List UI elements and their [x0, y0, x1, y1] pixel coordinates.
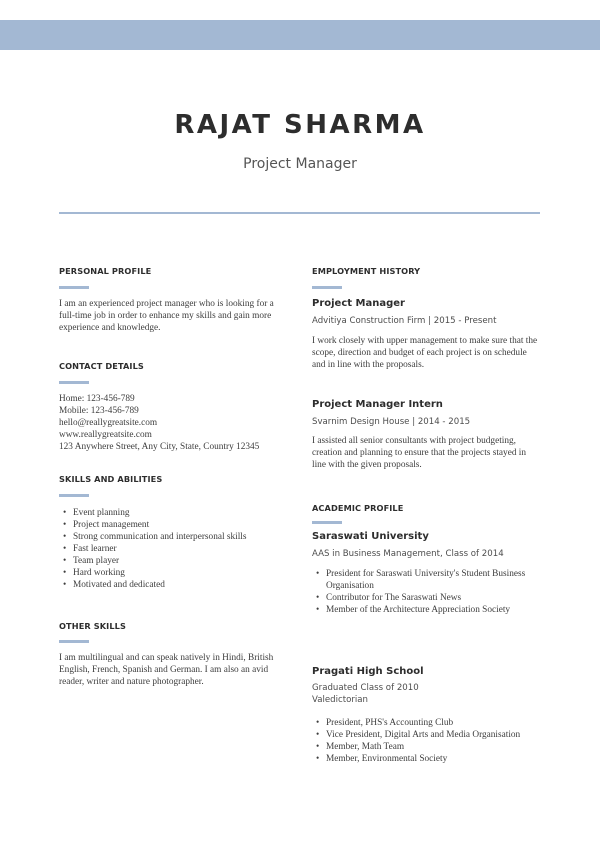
list-item: • Contributor for The Saraswati News [312, 592, 544, 604]
header-divider [59, 212, 540, 214]
contact-email: hello@reallygreatsite.com [59, 418, 158, 428]
job-company-dates: Advitiya Construction Firm | 2015 - Present [312, 316, 497, 326]
list-item: • Event planning [59, 507, 284, 519]
school-name: Pragati High School [312, 666, 424, 677]
contact-address: 123 Anywhere Street, Any City, State, Country 12345 [59, 442, 260, 452]
list-item: • Team player [59, 555, 284, 567]
candidate-role: Project Manager [243, 156, 357, 172]
job-title: Project Manager [312, 298, 405, 309]
section-heading-employment-history: EMPLOYMENT HISTORY [312, 266, 421, 276]
school-degree: AAS in Business Management, Class of 2014 [312, 549, 504, 559]
school-activities-list [312, 717, 552, 765]
contact-website: www.reallygreatsite.com [59, 430, 152, 440]
job-description: I assisted all senior consultants with project budgeting, creation and planning to ensure that the projects stayed in line with the given proposals. [312, 436, 527, 470]
skills-list [59, 507, 284, 591]
section-heading-skills: SKILLS AND ABILITIES [59, 474, 163, 484]
contact-mobile-phone: Mobile: 123-456-789 [59, 406, 139, 416]
section-accent-bar [59, 381, 89, 384]
job-description: I work closely with upper management to make sure that the scope, direction and budget of each project is on schedule and in line with the proposals. [312, 336, 538, 370]
list-item: • Hard working [59, 567, 284, 579]
section-accent-bar [312, 521, 342, 524]
other-skills-text: I am multilingual and can speak natively in Hindi, British English, French, Spanish and German. I am also an avid reader, writer and nature photographer. [59, 653, 274, 687]
top-color-band [0, 20, 600, 50]
section-heading-academic-profile: ACADEMIC PROFILE [312, 503, 404, 513]
school-degree: Graduated Class of 2010 [312, 683, 419, 693]
section-accent-bar [59, 286, 89, 289]
list-item: • President for Saraswati University's Student Business Organisation [312, 568, 544, 592]
section-accent-bar [59, 494, 89, 497]
personal-profile-text: I am an experienced project manager who is looking for a full-time job in order to enhance my skills and gain more experience and knowledge. [59, 299, 274, 333]
school-name: Saraswati University [312, 531, 429, 542]
list-item: • Motivated and dedicated [59, 579, 284, 591]
contact-home-phone: Home: 123-456-789 [59, 394, 135, 404]
list-item: • Strong communication and interpersonal skills [59, 531, 284, 543]
section-heading-contact-details: CONTACT DETAILS [59, 361, 144, 371]
section-heading-personal-profile: PERSONAL PROFILE [59, 266, 152, 276]
section-heading-other-skills: OTHER SKILLS [59, 621, 126, 631]
candidate-name: RAJAT SHARMA [174, 110, 426, 140]
school-activities-list [312, 568, 544, 616]
section-accent-bar [59, 640, 89, 643]
job-company-dates: Svarnim Design House | 2014 - 2015 [312, 417, 471, 427]
list-item: • Member, Math Team [312, 741, 552, 753]
list-item: • Vice President, Digital Arts and Media Organisation [312, 729, 552, 741]
list-item: • Member, Environmental Society [312, 753, 552, 765]
list-item: • President, PHS's Accounting Club [312, 717, 552, 729]
list-item: • Member of the Architecture Appreciation Society [312, 604, 544, 616]
school-honor: Valedictorian [312, 695, 368, 705]
job-title: Project Manager Intern [312, 399, 443, 410]
section-accent-bar [312, 286, 342, 289]
list-item: • Project management [59, 519, 284, 531]
list-item: • Fast learner [59, 543, 284, 555]
